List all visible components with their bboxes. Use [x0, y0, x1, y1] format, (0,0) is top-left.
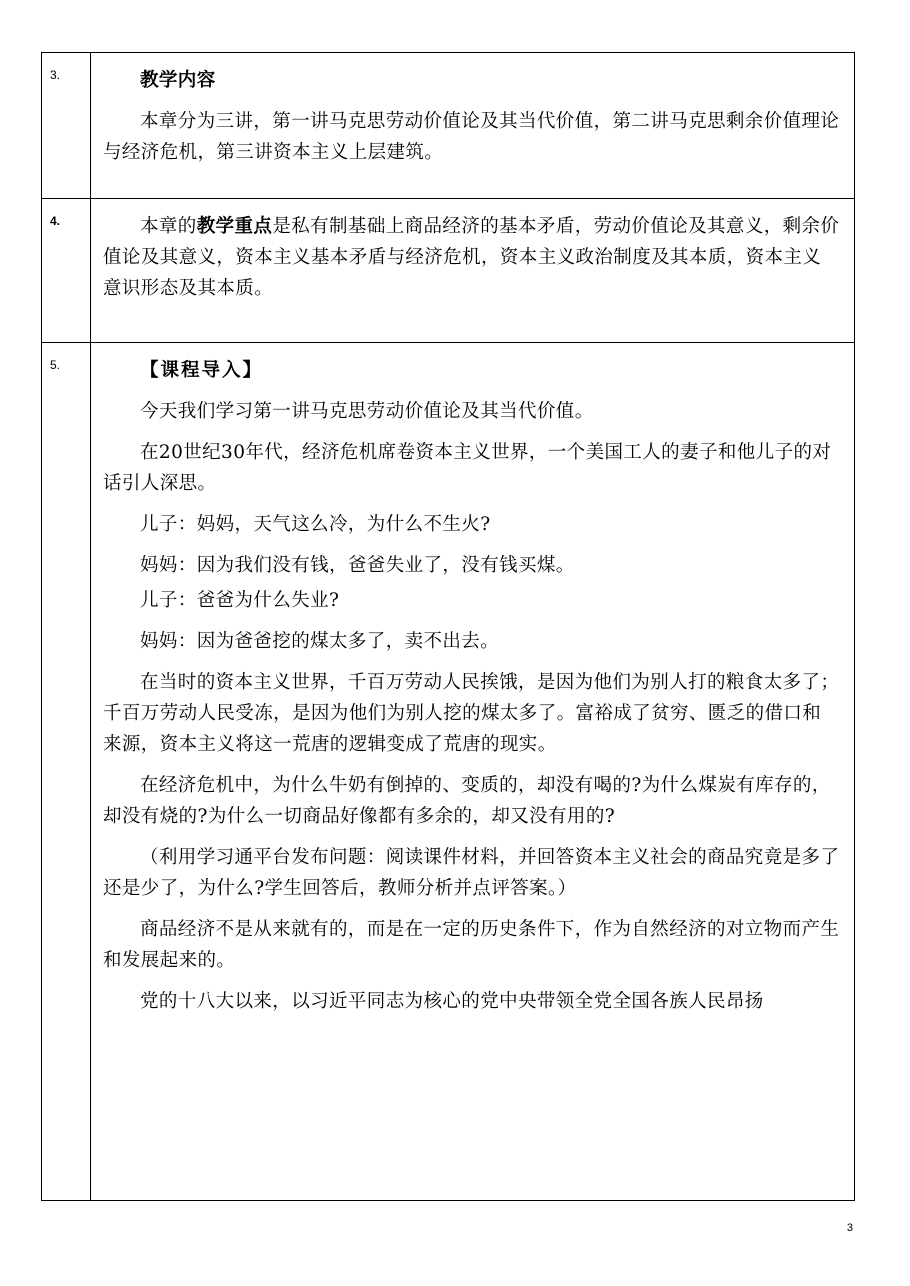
row-number-cell — [42, 53, 91, 199]
paragraph: 商品经济不是从来就有的，而是在一定的历史条件下，作为自然经济的对立物而产生和发展起来的。 — [103, 919, 840, 971]
text-body: 是私有制基础上商品经济的基本矛盾，劳动价值论及其意义，剩余价值论及其意义，资本主义基本矛盾与经济危机，资本主义政治制度及其本质，资本主义意识形态及其本质。 — [103, 216, 840, 299]
paragraph: （利用学习通平台发布问题：阅读课件材料，并回答资本主义社会的商品究竟是多了还是少了，为什么?学生回答后，教师分析并点评答案。） — [103, 847, 840, 899]
section-heading: 教学内容 — [140, 70, 216, 91]
paragraph — [103, 211, 840, 304]
row-number: 3. — [50, 68, 61, 82]
emphasis-text: 教学重点 — [196, 216, 273, 237]
table-row-4 — [42, 199, 855, 343]
text-prefix: 本章的 — [140, 216, 197, 237]
row-content-cell — [91, 199, 855, 343]
dialogue-line: 妈妈：因为我们没有钱，爸爸失业了，没有钱买煤。 — [140, 555, 575, 576]
paragraph: 本章分为三讲，第一讲马克思劳动价值论及其当代价值，第二讲马克思剩余价值理论与经济危机，第三讲资本主义上层建筑。 — [103, 111, 840, 163]
content-table — [41, 52, 855, 1201]
row-number: 5. — [50, 358, 61, 372]
row-number-cell — [42, 199, 91, 343]
row-content-cell — [91, 53, 855, 199]
row-number: 4. — [50, 214, 61, 228]
table-row-5 — [42, 343, 855, 1201]
paragraph: 在20世纪30年代，经济危机席卷资本主义世界，一个美国工人的妻子和他儿子的对话引人深思。 — [103, 442, 832, 494]
paragraph: 今天我们学习第一讲马克思劳动价值论及其当代价值。 — [140, 401, 594, 422]
section-heading: 【课程导入】 — [140, 360, 264, 381]
page-number: 3 — [846, 1222, 853, 1234]
row-number-cell — [42, 343, 91, 1201]
row-content-cell — [91, 343, 855, 1201]
paragraph: 在当时的资本主义世界，千百万劳动人民挨饿，是因为他们为别人打的粮食太多了；千百万劳动人民受冻，是因为他们为别人挖的煤太多了。富裕成了贫穷、匮乏的借口和来源，资本主义将这一荒唐的逻辑变成了荒唐的现实。 — [103, 672, 840, 755]
dialogue-line: 妈妈：因为爸爸挖的煤太多了，卖不出去。 — [140, 631, 500, 652]
dialogue-line: 儿子：爸爸为什么失业? — [140, 590, 340, 611]
dialogue-line: 儿子：妈妈，天气这么冷，为什么不生火? — [140, 514, 491, 535]
paragraph: 党的十八大以来，以习近平同志为核心的党中央带领全党全国各族人民昂扬 — [140, 991, 764, 1012]
paragraph: 在经济危机中，为什么牛奶有倒掉的、变质的，却没有喝的?为什么煤炭有库存的，却没有烧的?为什么一切商品好像都有多余的，却又没有用的? — [103, 775, 831, 827]
table-row-3 — [42, 53, 855, 199]
